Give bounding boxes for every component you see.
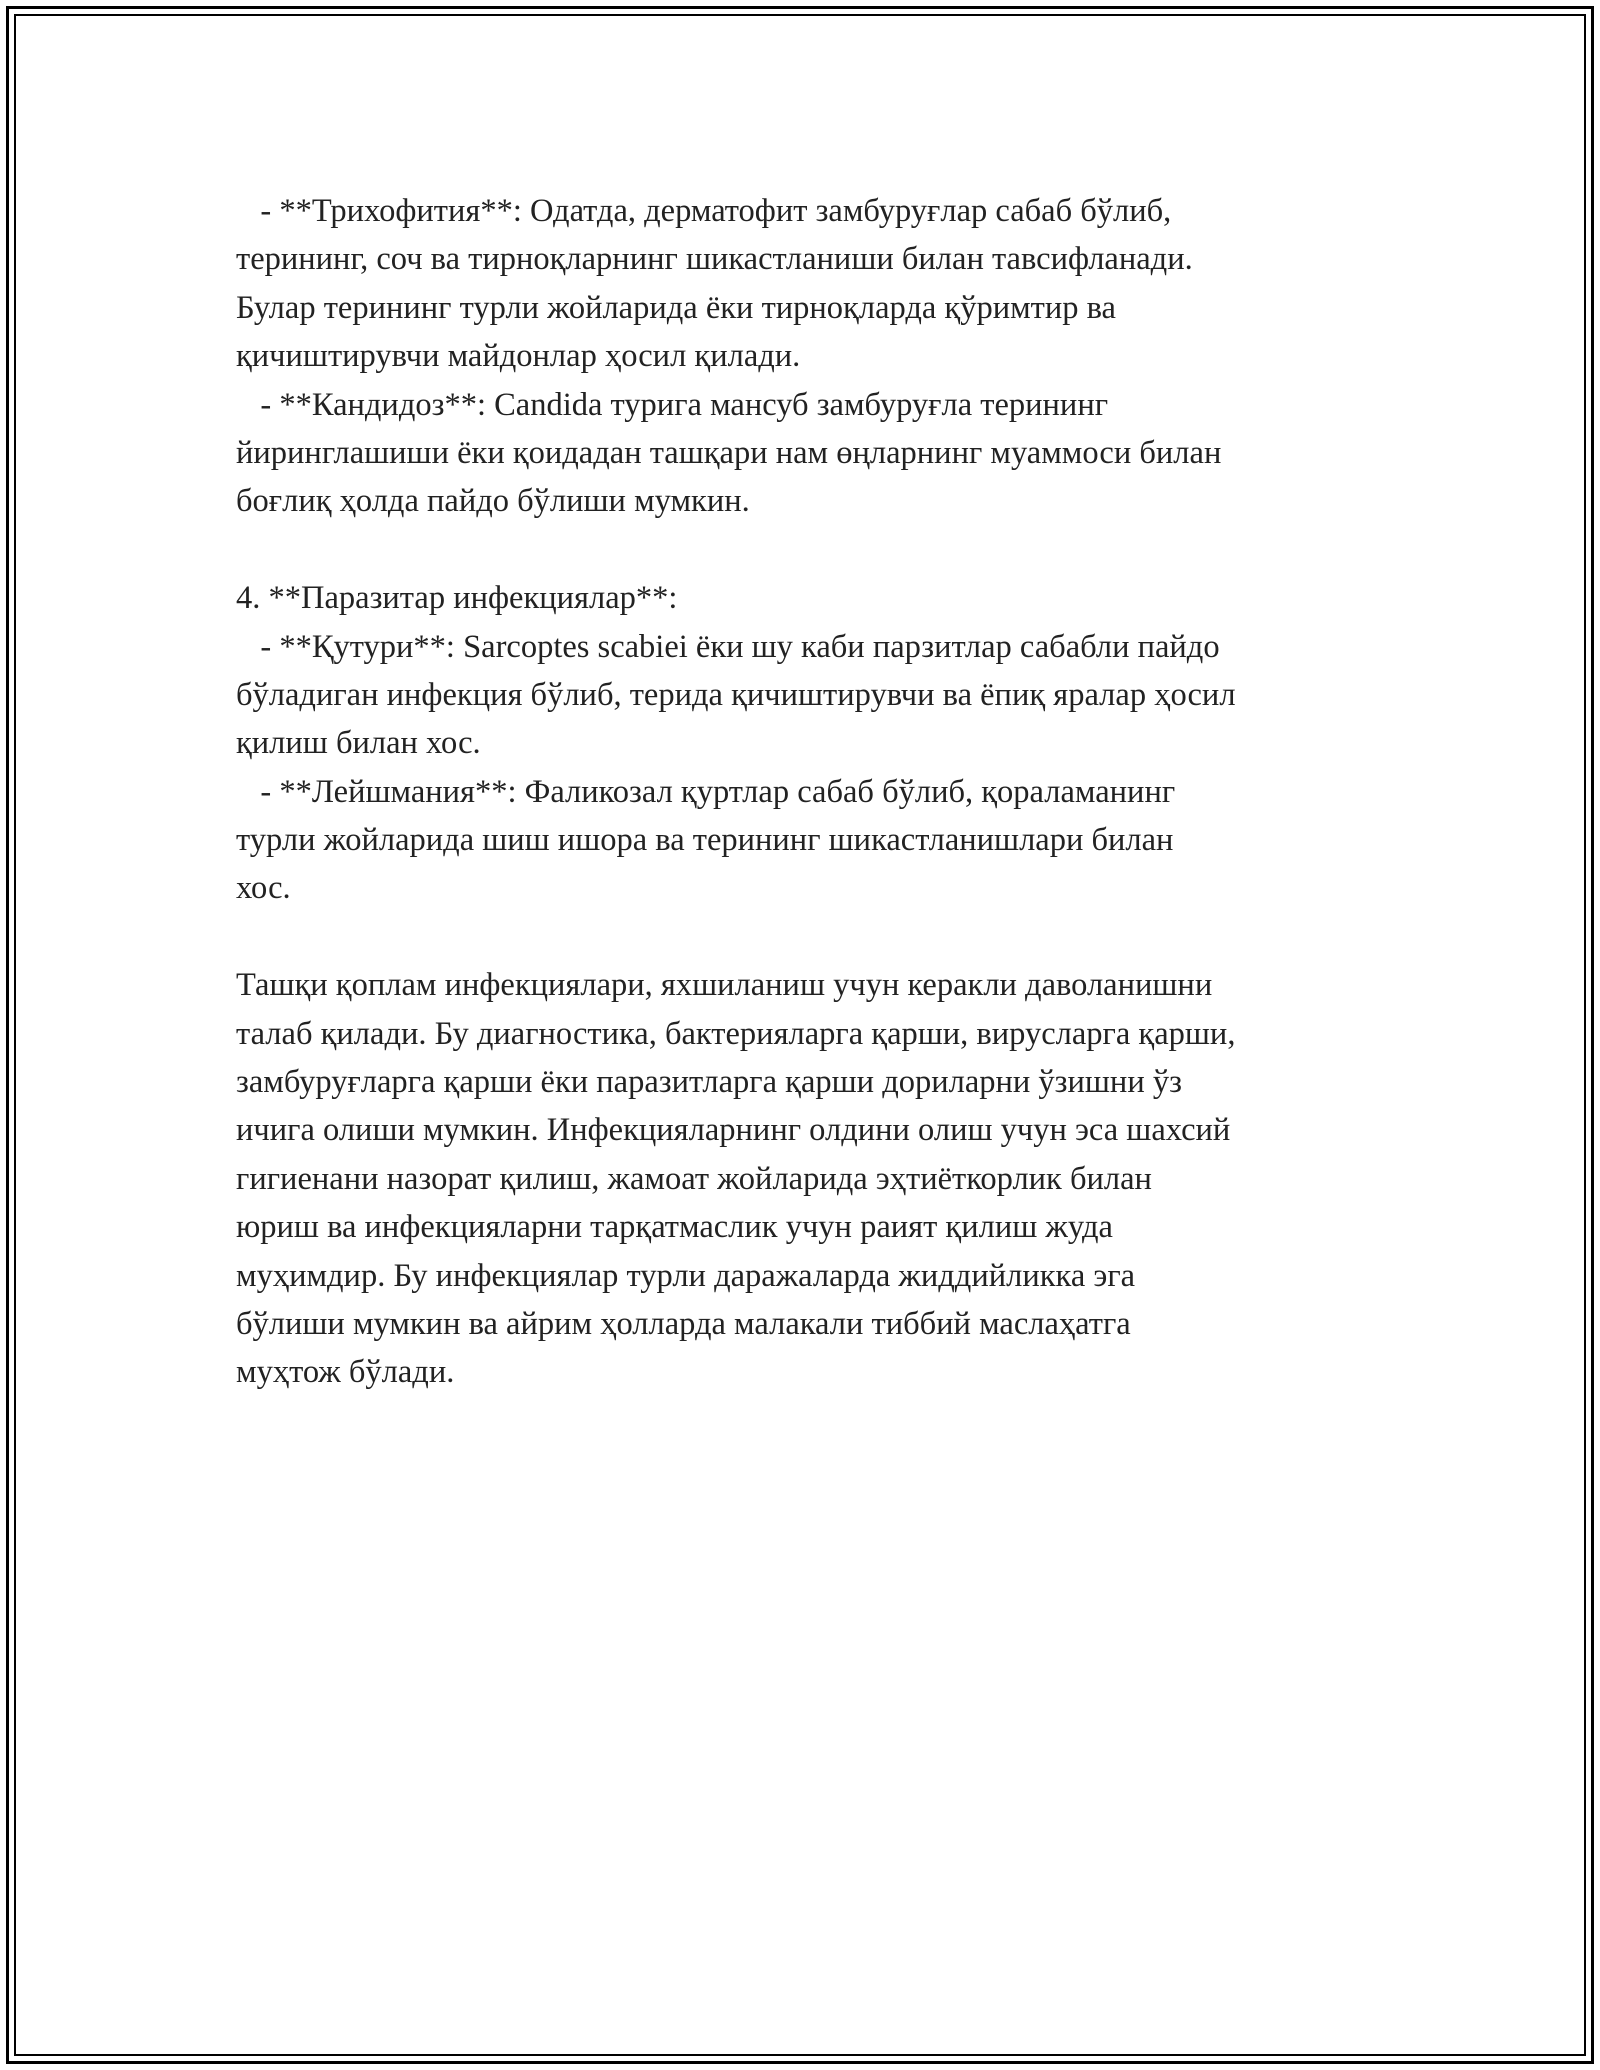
text-line: - **Қутури**: Sarcoptes scabiei ёки шу каби парзитлар сабабли пайдо bbox=[236, 628, 1220, 665]
text-line: йиринглашиши ёки қоидадан ташқари нам өңларнинг муаммоси билан bbox=[236, 434, 1222, 471]
text-line: замбуруғларга қарши ёки паразитларга қарши дориларни ўзишни ўз bbox=[236, 1064, 1182, 1101]
text-line: турли жойларида шиш ишора ва терининг шикастланишлари билан bbox=[236, 822, 1174, 859]
text-line: - **Кандидоз**: Candida турига мансуб замбуруғла терининг bbox=[236, 386, 1109, 423]
text-line: қичиштирувчи майдонлар ҳосил қилади. bbox=[236, 338, 801, 375]
blank-line bbox=[236, 526, 1386, 574]
text-line: юриш ва инфекцияларни тарқатмаслик учун раият қилиш жуда bbox=[236, 1209, 1113, 1246]
document-body bbox=[236, 187, 1386, 1397]
text-line: Ташқи қоплам инфекциялари, яхшиланиш учун керакли даволанишни bbox=[236, 967, 1213, 1004]
text-line: боғлиқ ҳолда пайдо бўлиши мумкин. bbox=[236, 483, 750, 520]
text-line: муҳимдир. Бу инфекциялар турли даражаларда жиддийликка эга bbox=[236, 1257, 1136, 1294]
text-line: бўладиган инфекция бўлиб, терида қичиштирувчи ва ёпиқ яралар ҳосил bbox=[236, 676, 1236, 713]
text-line: талаб қилади. Бу диагностика, бактерияларга қарши, вирусларга қарши, bbox=[236, 1015, 1236, 1052]
text-line: - **Трихофития**: Одатда, дерматофит замбуруғлар сабаб бўлиб, bbox=[236, 193, 1172, 229]
blank-line bbox=[236, 913, 1386, 961]
text-line: бўлиши мумкин ва айрим ҳолларда малакали тиббий маслаҳатга bbox=[236, 1305, 1131, 1342]
text-line: ичига олиши мумкин. Инфекцияларнинг олдини олиш учун эса шахсий bbox=[236, 1112, 1231, 1149]
text-line: хос. bbox=[236, 870, 291, 907]
section-heading: 4. **Паразитар инфекциялар**: bbox=[236, 580, 678, 617]
text-line: муҳтож бўлади. bbox=[236, 1354, 455, 1391]
text-line: - **Лейшмания**: Фаликозал қуртлар сабаб бўлиб, қораламанинг bbox=[236, 773, 1176, 810]
text-line: қилиш билан хос. bbox=[236, 725, 481, 762]
text-line: гигиенани назорат қилиш, жамоат жойларида эҳтиёткорлик билан bbox=[236, 1160, 1152, 1197]
text-line: Булар терининг турли жойларида ёки тирноқларда қўримтир ва bbox=[236, 289, 1116, 326]
text-line: терининг, соч ва тирноқларнинг шикастланиши билан тавсифланади. bbox=[236, 241, 1193, 278]
